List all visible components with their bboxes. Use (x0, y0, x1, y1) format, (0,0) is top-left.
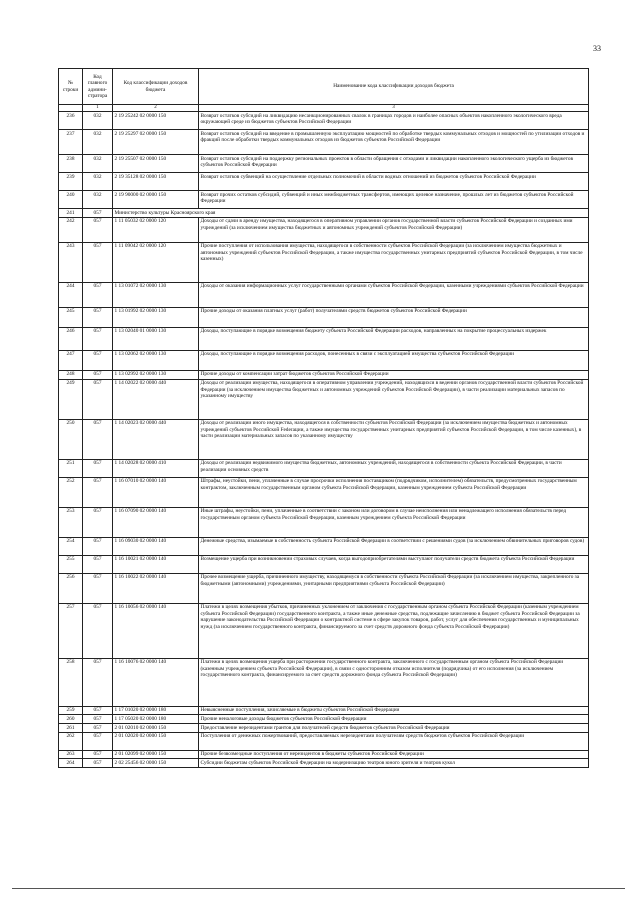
admin-code: 032 (83, 155, 113, 173)
row-number: 254 (59, 537, 83, 555)
classification-code: 1 13 02062 02 0000 130 (113, 350, 199, 370)
table-row (59, 507, 589, 537)
table-row (59, 130, 589, 155)
table-row (59, 750, 589, 759)
table-row (59, 242, 589, 282)
classification-name: Возмещение ущерба при возникновении страховых случаев, когда выгодоприобретателями выступают получатели средств бюджета субъекта Российской Федерации (199, 555, 589, 573)
table-row (59, 573, 589, 603)
classification-code: 1 11 05032 02 0000 120 (113, 217, 199, 242)
classification-code: 1 17 01020 02 0000 180 (113, 706, 199, 715)
classification-name: Возврат остатков субвенций на осуществление отдельных полномочий в области водных отношений из бюджетов субъектов Российской Федерации (199, 173, 589, 191)
column-index-row (59, 105, 589, 112)
classification-name: Поступления от денежных пожертвований, предоставляемых нерезидентами получателям средств бюджетов субъектов Российской Федерации (199, 732, 589, 750)
classification-code: 1 13 02040 01 0000 130 (113, 327, 199, 350)
header-classification-name: Наименование кода классификации доходов бюджета (199, 69, 589, 105)
classification-code: 2 19 25297 02 0000 150 (113, 130, 199, 155)
classification-code: 1 16 10056 02 0000 140 (113, 603, 199, 658)
table-row (59, 723, 589, 732)
header-admin-code: Код главного админи-стратора (83, 69, 113, 105)
row-number: 245 (59, 307, 83, 327)
admin-code: 057 (83, 307, 113, 327)
classification-name: Платежи в целях возмещения ущерба при расторжении государственного контракта, заключенного с государственным органом субъекта Российской Федерации (казенным учреждением субъекта Российской Федерации), в связи с односторонним отказом исполнителя (подрядчика) от его исполнения (за исключением государственного контракта, финансируемого за счет средств дорожного фонда субъекта Российской Федерации) (199, 658, 589, 706)
table-body (59, 112, 589, 768)
table-row (59, 459, 589, 477)
row-number: 247 (59, 350, 83, 370)
classification-name: Субсидии бюджетам субъектов Российской Федерации на модернизацию театров юного зрителя и театров кукол (199, 759, 589, 768)
admin-code: 057 (83, 706, 113, 715)
table-row (59, 209, 589, 218)
classification-name: Прочие поступления от использования имущества, находящегося в собственности субъектов Российской Федерации (за исключением имущества бюджетных и автономных учреждений субъектов Российской Федерации, а также имущества государственных унитарных предприятий субъектов Российской Федерации, в том числе казенных) (199, 242, 589, 282)
classification-name: Доходы от реализации недвижимого имущества бюджетных, автономных учреждений, находящегося в собственности субъекта Российской Федерации, в части реализации основных средств (199, 459, 589, 477)
classification-code: 1 17 05020 02 0000 180 (113, 715, 199, 724)
row-number: 248 (59, 370, 83, 379)
table-row (59, 658, 589, 706)
table-row (59, 537, 589, 555)
header-classification-code: Код классификации доходов бюджета (113, 69, 199, 105)
table-row (59, 191, 589, 209)
admin-code: 057 (83, 419, 113, 459)
classification-name: Невыясненные поступления, зачисляемые в бюджеты субъектов Российской Федерации (199, 706, 589, 715)
classification-name: Прочие неналоговые доходы бюджетов субъектов Российской Федерации (199, 715, 589, 724)
row-number: 251 (59, 459, 83, 477)
classification-name: Прочие безвозмездные поступления от нерезидентов в бюджеты субъектов Российской Федерации (199, 750, 589, 759)
admin-code: 057 (83, 242, 113, 282)
row-number: 238 (59, 155, 83, 173)
row-number: 249 (59, 379, 83, 419)
table-row (59, 173, 589, 191)
admin-code: 057 (83, 759, 113, 768)
column-index (59, 105, 83, 112)
classification-name: Доходы от реализации имущества, находящегося в оперативном управлении учреждений, находящихся в ведении органов государственной власти субъектов Российской Федерации (за исключением имущества бюджетных и автономных учреждений субъектов Российской Федерации), в части реализации материальных запасов по указанному имуществу (199, 379, 589, 419)
table-row (59, 112, 589, 130)
classification-name: Платежи в целях возмещения убытков, причиненных уклонением от заключения с государственным органом субъекта Российской Федерации (казенным учреждением субъекта Российской Федерации) государственного контракта, а также иные денежные средства, подлежащие зачислению в бюджет субъекта Российской Федерации за нарушение законодательства Российской Федерации о контрактной системе в сфере закупок товаров, работ, услуг для обеспечения государственных и муниципальных нужд (за исключением государственного контракта, финансируемого за счет средств дорожного фонда субъекта Российской Федерации) (199, 603, 589, 658)
row-number: 262 (59, 732, 83, 750)
header-row (59, 69, 589, 105)
row-number: 256 (59, 573, 83, 603)
admin-code: 057 (83, 209, 113, 218)
classification-code: 1 16 10022 02 0000 140 (113, 573, 199, 603)
admin-code: 057 (83, 327, 113, 350)
table-row (59, 477, 589, 507)
row-number: 252 (59, 477, 83, 507)
classification-code: 1 14 02023 02 0000 440 (113, 419, 199, 459)
classification-code: 2 19 35128 02 0000 150 (113, 173, 199, 191)
admin-code: 057 (83, 282, 113, 307)
classification-name: Штрафы, неустойки, пени, уплаченные в случае просрочки исполнения поставщиком (подрядчиком, исполнителем) обязательств, предусмотренных государственным контрактом, заключенным государственным органом субъекта Российской Федерации, казенным учреждением субъекта Российской Федерации (199, 477, 589, 507)
admin-code: 057 (83, 573, 113, 603)
table-row (59, 282, 589, 307)
row-number: 239 (59, 173, 83, 191)
classification-name: Прочие доходы от компенсации затрат бюджетов субъектов Российской Федерации (199, 370, 589, 379)
classification-code: 1 14 02028 02 0000 410 (113, 459, 199, 477)
admin-code: 057 (83, 379, 113, 419)
classification-name: Прочее возмещение ущерба, причиненного имуществу, находящемуся в собственности субъекта Российской Федерации (за исключением имущества, закрепленного за бюджетными (автономными) учреждениями, унитарными предприятиями субъекта Российской Федерации) (199, 573, 589, 603)
classification-code: 1 13 02992 02 0000 130 (113, 370, 199, 379)
revenue-classification-table (58, 68, 589, 768)
table-row (59, 759, 589, 768)
classification-code: 2 19 25507 02 0000 150 (113, 155, 199, 173)
classification-name: Возврат остатков субсидий на ликвидацию несанкционированных свалок в границах городов и наиболее опасных объектов накопленного экологического вреда окружающей среде из бюджетов субъектов Российской Федерации (199, 112, 589, 130)
classification-code: 1 16 10076 02 0000 140 (113, 658, 199, 706)
admin-code: 032 (83, 191, 113, 209)
row-number: 258 (59, 658, 83, 706)
row-number: 261 (59, 723, 83, 732)
classification-code: 1 13 01992 02 0000 130 (113, 307, 199, 327)
admin-code: 057 (83, 715, 113, 724)
classification-name: Прочие доходы от оказания платных услуг (работ) получателями средств бюджетов субъектов Российской Федерации (199, 307, 589, 327)
column-index: 1 (83, 105, 113, 112)
classification-code: 2 19 90000 02 0000 150 (113, 191, 199, 209)
table-row (59, 732, 589, 750)
column-index: 2 (113, 105, 199, 112)
classification-code: 2 01 02099 02 0000 150 (113, 750, 199, 759)
classification-code: 2 02 25456 02 0000 150 (113, 759, 199, 768)
admin-code: 057 (83, 658, 113, 706)
table-row (59, 307, 589, 327)
row-number: 253 (59, 507, 83, 537)
classification-code: 1 16 09030 02 0000 140 (113, 537, 199, 555)
classification-name: Возврат остатков субсидий на введение в промышленную эксплуатацию мощностей по обработке твердых коммунальных отходов и мощностей по утилизации отходов и фракций после обработки твердых коммунальных отходов из бюджетов субъектов Российской Федерации (199, 130, 589, 155)
classification-code: 2 01 02010 02 0000 150 (113, 723, 199, 732)
row-number: 244 (59, 282, 83, 307)
row-number: 241 (59, 209, 83, 218)
row-number: 260 (59, 715, 83, 724)
classification-code: 1 16 07010 02 0000 140 (113, 477, 199, 507)
table-row (59, 155, 589, 173)
admin-code: 057 (83, 603, 113, 658)
admin-code: 057 (83, 507, 113, 537)
classification-name: Предоставление нерезидентами грантов для получателей средств бюджетов субъектов Российской Федерации (199, 723, 589, 732)
admin-code: 057 (83, 370, 113, 379)
classification-name: Доходы, поступающие в порядке возмещения бюджету субъекта Российской Федерации расходов, направленных на покрытие процессуальных издержек (199, 327, 589, 350)
row-number: 236 (59, 112, 83, 130)
admin-code: 057 (83, 459, 113, 477)
classification-name: Возврат остатков субсидий на поддержку региональных проектов в области обращения с отходами и ликвидации накопленного экологического ущерба из бюджетов субъектов Российской Федерации (199, 155, 589, 173)
row-number: 257 (59, 603, 83, 658)
column-index: 3 (199, 105, 589, 112)
admin-code: 057 (83, 537, 113, 555)
row-number: 240 (59, 191, 83, 209)
admin-code: 057 (83, 477, 113, 507)
table-row (59, 706, 589, 715)
row-number: 264 (59, 759, 83, 768)
table-row (59, 370, 589, 379)
table-row (59, 419, 589, 459)
classification-code: 1 11 09042 02 0000 120 (113, 242, 199, 282)
classification-name: Возврат прочих остатков субсидий, субвенций и иных межбюджетных трансфертов, имеющих целевое назначение, прошлых лет из бюджетов субъектов Российской Федерации (199, 191, 589, 209)
row-number: 259 (59, 706, 83, 715)
classification-name: Денежные средства, изымаемые в собственность субъекта Российской Федерации в соответствии с решениями судов (за исключением обвинительных приговоров судов) (199, 537, 589, 555)
page-bottom-rule (12, 888, 625, 889)
admin-code: 057 (83, 555, 113, 573)
admin-code: 057 (83, 350, 113, 370)
admin-code: 057 (83, 217, 113, 242)
admin-code: 057 (83, 723, 113, 732)
page-number: 33 (593, 44, 601, 53)
section-title: Министерство культуры Красноярского края (113, 209, 589, 218)
row-number: 237 (59, 130, 83, 155)
admin-code: 032 (83, 112, 113, 130)
admin-code: 032 (83, 173, 113, 191)
table-row (59, 715, 589, 724)
classification-name: Доходы от реализации иного имущества, находящегося в собственности субъектов Российской Федерации (за исключением имущества бюджетных и автономных учреждений субъектов Российской Federации, а также имущества государственных унитарных предприятий субъектов Российской Федерации, в том числе казенных), в части реализации материальных запасов по указанному имуществу (199, 419, 589, 459)
classification-code: 1 16 07090 02 0000 140 (113, 507, 199, 537)
classification-name: Доходы от оказания информационных услуг государственными органами субъектов Российской Федерации, казенными учреждениями субъектов Российской Федерации (199, 282, 589, 307)
classification-name: Иные штрафы, неустойки, пени, уплаченные в соответствии с законом или договором в случае неисполнения или ненадлежащего исполнения обязательств перед государственным органом субъекта Российской Федерации, казенным учреждением субъекта Российской Федерации (199, 507, 589, 537)
row-number: 250 (59, 419, 83, 459)
admin-code: 032 (83, 130, 113, 155)
row-number: 255 (59, 555, 83, 573)
classification-name: Доходы от сдачи в аренду имущества, находящегося в оперативном управлении органов государственной власти субъектов Российской Федерации и созданных ими учреждений (за исключением имущества бюджетных и автономных учреждений субъектов Российской Федерации) (199, 217, 589, 242)
row-number: 263 (59, 750, 83, 759)
header-row-number: № строки (59, 69, 83, 105)
classification-code: 2 19 25242 02 0000 150 (113, 112, 199, 130)
row-number: 246 (59, 327, 83, 350)
row-number: 242 (59, 217, 83, 242)
classification-code: 1 13 01072 02 0000 130 (113, 282, 199, 307)
table-row (59, 350, 589, 370)
admin-code: 057 (83, 732, 113, 750)
classification-code: 2 01 02020 02 0000 150 (113, 732, 199, 750)
row-number: 243 (59, 242, 83, 282)
admin-code: 057 (83, 750, 113, 759)
classification-code: 1 16 10021 02 0000 140 (113, 555, 199, 573)
table-row (59, 217, 589, 242)
table-row (59, 327, 589, 350)
classification-name: Доходы, поступающие в порядке возмещения расходов, понесенных в связи с эксплуатацией имущества субъектов Российской Федерации (199, 350, 589, 370)
classification-code: 1 14 02022 02 0000 440 (113, 379, 199, 419)
table-row (59, 379, 589, 419)
table-row (59, 603, 589, 658)
table-row (59, 555, 589, 573)
